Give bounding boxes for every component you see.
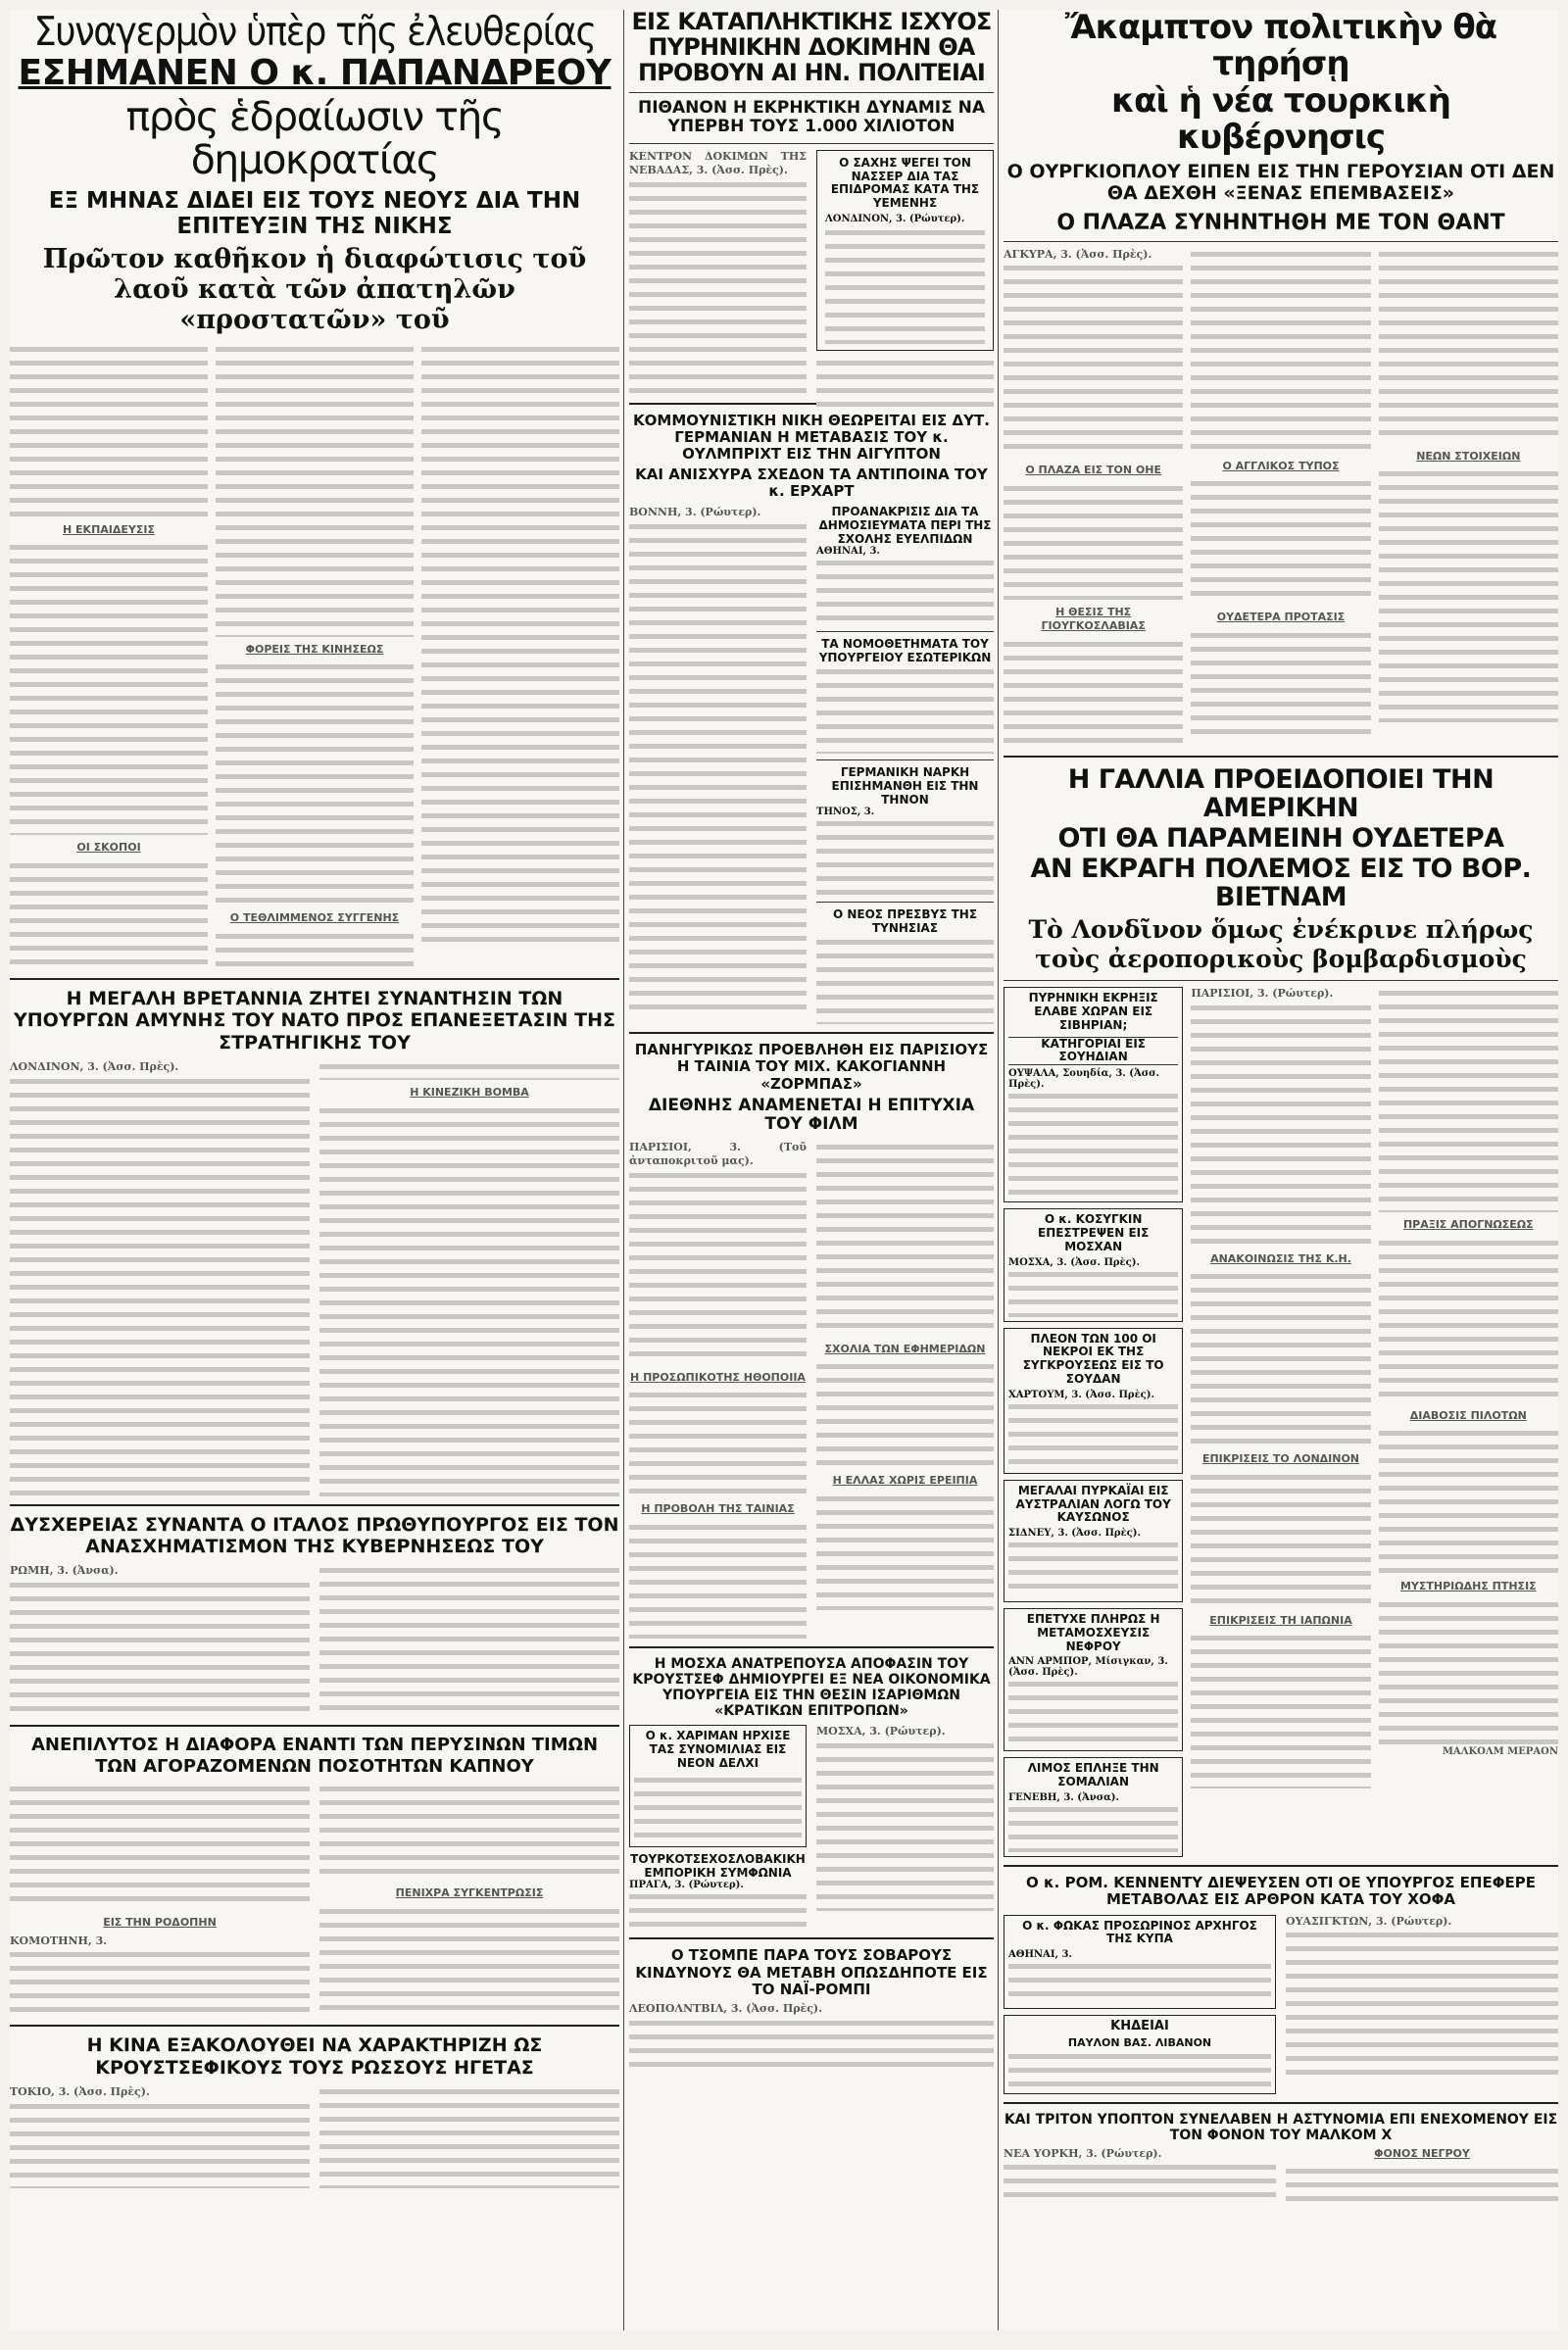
- text-column: [629, 506, 807, 1024]
- headline-france-3: ΑΝ ΕΚΡΑΓΗ ΠΟΛΕΜΟΣ ΕΙΣ ΤΟ ΒΟΡ. ΒΙΕΤΝΑΜ: [1030, 854, 1532, 913]
- text-column: [10, 1783, 310, 2017]
- boxed-headline: Ο κ. ΧΑΡΙΜΑΝ ΗΡΧΙΣΕ ΤΑΣ ΣΥΝΟΜΙΛΙΑΣ ΕΙΣ ΝΕΟΝ ΔΕΛΧΙ: [645, 1729, 791, 1770]
- subheadline-turkey: Ο ΟΥΡΓΚΙΟΠΛΟΥ ΕΙΠΕΝ ΕΙΣ ΤΗΝ ΓΕΡΟΥΣΙΑΝ ΟΤΙ ΔΕΝ ΘΑ ΔΕΧΘΗ «ΞΕΝΑΣ ΕΠΕΜΒΑΣΕΙΣ»: [1006, 160, 1555, 204]
- headline-line-2: ΕΣΗΜΑΝΕΝ Ο κ. ΠΑΠΑΝΔΡΕΟΥ: [18, 53, 612, 94]
- text-block: [629, 1890, 807, 1930]
- boxed-headline: ΚΗΔΕΙΑΙ: [1110, 2019, 1169, 2034]
- intertitle: Η ΕΚΠΑΙΔΕΥΣΙΣ: [63, 522, 155, 536]
- divider: [1004, 756, 1558, 758]
- headline-moscow: Η ΜΟΣΧΑ ΑΝΑΤΡΕΠΟΥΣΑ ΑΠΟΦΑΣΙΝ ΤΟΥ ΚΡΟΥΣΤΣΕΦ ΔΗΜΙΟΥΡΓΕΙ ΕΞ ΝΕΑ ΟΙΚΟΝΟΜΙΚΑ ΥΠΟΥΡΓΕΙΑ ΕΙΣ ΤΗΝ ΘΕΣΙΝ ΙΣΑΡΙΘΜΩΝ «ΚΡΑΤΙΚΩΝ ΕΠΙΤΡΟΠΩΝ»: [632, 1655, 991, 1720]
- dateline: ΜΟΣΧΑ, 3. (Ρώυτερ).: [816, 1725, 946, 1738]
- boxed-headline: ΜΕΓΑΛΑΙ ΠΥΡΚΑΪΑΙ ΕΙΣ ΑΥΣΤΡΑΛΙΑΝ ΛΟΓΩ ΤΟΥ ΚΑΥΣΩΝΟΣ: [1015, 1483, 1171, 1525]
- divider: [629, 1032, 994, 1034]
- text-block: [1191, 477, 1370, 605]
- text-column: [319, 1783, 619, 2017]
- side-headline: ΤΟΥΡΚΟΤΣΕΧΟΣΛΟΒΑΚΙΚΗ ΕΜΠΟΡΙΚΗ ΣΥΜΦΩΝΙΑ: [630, 1851, 806, 1880]
- boxed-headline: Ο κ. ΦΩΚΑΣ ΠΡΟΣΩΡΙΝΟΣ ΑΡΧΗΓΟΣ ΤΗΣ ΚΥΠΑ: [1022, 1918, 1257, 1946]
- article-headline-china: Η ΚΙΝΑ ΕΞΑΚΟΛΟΥΘΕΙ ΝΑ ΧΑΡΑΚΤΗΡΙΖΗ ΩΣ ΚΡΟΥΣΤΣΕΦΙΚΟΥΣ ΤΟΥΣ ΡΩΣΣΟΥΣ ΗΓΕΤΑΣ: [86, 2034, 543, 2080]
- headline-malcolm-x: ΚΑΙ ΤΡΙΤΟΝ ΥΠΟΠΤΟΝ ΣΥΝΕΛΑΒΕΝ Η ΑΣΤΥΝΟΜΙΑ ΕΠΙ ΕΝΕΧΟΜΕΝΟΥ ΕΙΣ ΤΟΝ ΦΟΝΟΝ ΤΟΥ ΜΑΛΚΟΜ Χ: [1004, 2111, 1558, 2143]
- text-block: [1004, 638, 1183, 746]
- text-column: [816, 150, 994, 395]
- boxed-article-kosygin: [1004, 1208, 1183, 1321]
- text-column: [10, 1564, 310, 1717]
- text-column: [629, 1141, 807, 1639]
- text-block: [216, 343, 414, 637]
- text-block: [10, 2100, 310, 2188]
- divider: [1004, 1865, 1558, 1867]
- headline-nuclear-test: ΕΙΣ ΚΑΤΑΠΛΗΚΤΙΚΗΣ ΙΣΧΥΟΣ ΠΥΡΗΝΙΚΗΝ ΔΟΚΙΜΗΝ ΘΑ ΠΡΟΒΟΥΝ ΑΙ ΗΝ. ΠΟΛΙΤΕΙΑΙ: [631, 10, 992, 86]
- intertitle: ΕΙΣ ΤΗΝ ΡΟΔΟΠΗΝ: [103, 1916, 217, 1930]
- article-ulbricht-body: [629, 506, 994, 1024]
- headline-france-2: ΟΤΙ ΘΑ ΠΑΡΑΜΕΙΝΗ ΟΥΔΕΤΕΡΑ: [1057, 823, 1504, 855]
- text-block: [816, 817, 994, 896]
- headline-line-3: πρὸς ἑδραίωσιν τῆς δημοκρατίας: [125, 93, 504, 184]
- boxed-article-kidney: [1004, 1608, 1183, 1751]
- dateline: ΤΟΚΙΟ, 3. (Ἀσσ. Πρὲς).: [10, 2085, 150, 2098]
- dateline: ΚΕΝΤΡΟΝ ΔΟΚΙΜΩΝ ΤΗΣ ΝΕΒΑΔΑΣ, 3. (Ἀσσ. Πρὲς).: [629, 149, 807, 177]
- text-block: [1008, 1268, 1178, 1317]
- side-headline: ΠΡΟΑΝΑΚΡΙΣΙΣ ΔΙΑ ΤΑ ΔΗΜΟΣΙΕΥΜΑΤΑ ΠΕΡΙ ΤΗΣ ΣΧΟΛΗΣ ΕΥΕΛΠΙΔΩΝ: [818, 505, 992, 546]
- dateline: ΧΑΡΤΟΥΜ, 3. (Ἀσσ. Πρὲς).: [1008, 1389, 1154, 1400]
- text-block: [1379, 467, 1558, 722]
- intertitle: ΟΥΔΕΤΕΡΑ ΠΡΟΤΑΣΙΣ: [1216, 611, 1346, 624]
- text-block: [816, 1493, 994, 1610]
- text-column: [216, 343, 414, 970]
- text-block: [1191, 1471, 1370, 1608]
- text-block: [1008, 1400, 1178, 1469]
- text-block: [1379, 1598, 1558, 1745]
- intertitle: Η ΕΛΛΑΣ ΧΩΡΙΣ ΕΡΕΙΠΙΑ: [832, 1474, 978, 1488]
- dateline: ΒΟΝΝΗ, 3. (Ρώυτερ).: [629, 506, 761, 519]
- text-block: [816, 936, 994, 1024]
- text-block: [1379, 248, 1558, 444]
- headline-ulbricht: ΚΟΜΜΟΥΝΙΣΤΙΚΗ ΝΙΚΗ ΘΕΩΡΕΙΤΑΙ ΕΙΣ ΔΥΤ. ΓΕΡΜΑΝΙΑΝ Η ΜΕΤΑΒΑΣΙΣ ΤΟΥ κ. ΟΥΛΜΠΡΙΧΤ ΕΙΣ ΤΗΝ ΑΙΓΥΠΤΟΝ: [633, 411, 990, 464]
- dateline: ΜΟΣΧΑ, 3. (Ἀσσ. Πρὲς).: [1008, 1256, 1140, 1268]
- headline-ulbricht-2: ΚΑΙ ΑΝΙΣΧΥΡΑ ΣΧΕΔΟΝ ΤΑ ΑΝΤΙΠΟΙΝΑ ΤΟΥ κ. ΕΡΧΑΡΤ: [635, 465, 988, 500]
- text-block: [629, 1169, 807, 1365]
- divider: [1004, 980, 1558, 981]
- article-nato-body: [10, 1060, 619, 1496]
- intertitle: ΑΝΑΚΟΙΝΩΣΙΣ ΤΗΣ Κ.Η.: [1210, 1251, 1351, 1265]
- text-block: [1191, 248, 1370, 454]
- article-france-body: [1004, 987, 1558, 1857]
- text-column: [10, 343, 208, 970]
- text-column: [1004, 248, 1183, 748]
- text-column: [629, 150, 807, 395]
- subheadline-london-1: Τὸ Λονδῖνον ὅμως ἐνέκρινε πλήρως: [1028, 914, 1534, 944]
- dateline: ΛΟΝΔΙΝΟΝ, 3. (Ἀσσ. Πρὲς).: [10, 1060, 179, 1074]
- divider: [10, 2025, 619, 2027]
- boxed-article-somalia: [1004, 1757, 1183, 1857]
- text-block: [10, 1948, 310, 2017]
- boxed-subheadline: ΚΑΤΗΓΟΡΙΑΙ ΕΙΣ ΣΟΥΗΔΙΑΝ: [1008, 1037, 1178, 1066]
- dateline: ΝΕΑ ΥΟΡΚΗ, 3. (Ρώυτερ).: [1004, 2146, 1162, 2160]
- boxed-headline: ΛΙΜΟΣ ΕΠΛΗΞΕ ΤΗΝ ΣΟΜΑΛΙΑΝ: [1027, 1761, 1159, 1789]
- funeral-name: ΠΑΥΛΟΝ ΒΑΣ. ΛΙΒΑΝΟΝ: [1067, 2036, 1212, 2050]
- text-column: [1286, 2147, 1558, 2203]
- text-column: [1379, 987, 1558, 1857]
- text-column: [1379, 248, 1558, 748]
- text-column: [1004, 987, 1183, 1857]
- divider: [10, 1504, 619, 1506]
- boxed-headline: Ο ΣΑΧΗΣ ΨΕΓΕΙ ΤΟΝ ΝΑΣΣΕΡ ΔΙΑ ΤΑΣ ΕΠΙΔΡΟΜΑΣ ΚΑΤΑ ΤΗΣ ΥΕΜΕΝΗΣ: [830, 155, 980, 211]
- text-block: [10, 1075, 310, 1496]
- divider: [10, 1725, 619, 1727]
- dateline: ΑΘΗΝΑΙ, 3.: [1008, 1949, 1072, 1961]
- intertitle: Η ΠΡΟΣΩΠΙΚΟΤΗΣ ΗΘΟΠΟΙΙΑ: [630, 1370, 806, 1384]
- intertitle: Η ΚΙΝΕΖΙΚΗ ΒΟΜΒΑ: [410, 1086, 529, 1100]
- headline-kennedy: Ο κ. ΡΟΜ. ΚΕΝΝΕΝΤΥ ΔΙΕΨΕΥΣΕΝ ΟΤΙ ΟΕ ΥΠΟΥΡΓΟΣ ΕΠΕΦΕΡΕ ΜΕΤΑΒΟΛΑΣ ΕΙΣ ΑΡΘΡΟΝ ΚΑΤΑ ΤΟΥ ΧΟΦΑ: [1026, 1874, 1536, 1909]
- article-headline-nato: Η ΜΕΓΑΛΗ ΒΡΕΤΑΝΝΙΑ ΖΗΤΕΙ ΣΥΝΑΝΤΗΣΙΝ ΤΩΝ ΥΠΟΥΡΓΩΝ ΑΜΥΝΗΣ ΤΟΥ ΝΑΤΟ ΠΡΟΣ ΕΠΑΝΕΞΕΤΑΣΙΝ ΤΗΣ ΣΤΡΑΤΗΓΙΚΗΣ ΤΟΥ: [14, 987, 615, 1054]
- side-headline: ΓΕΡΜΑΝΙΚΗ ΝΑΡΚΗ ΕΠΙΣΗΜΑΝΘΗ ΕΙΣ ΤΗΝ ΤΗΝΟΝ: [831, 765, 979, 807]
- side-headline: ΤΑ ΝΟΜΟΘΕΤΗΜΑΤΑ ΤΟΥ ΥΠΟΥΡΓΕΙΟΥ ΕΣΩΤΕΡΙΚΩΝ: [818, 637, 992, 665]
- text-block: [10, 343, 208, 517]
- article-china-body: [10, 2085, 619, 2188]
- intertitle: ΔΙΑΒΟΣΙΣ ΠΙΛΟΤΩΝ: [1409, 1408, 1527, 1422]
- text-block: [1191, 1632, 1370, 1788]
- text-block: [1008, 1960, 1271, 2004]
- text-block: [825, 226, 985, 344]
- headline-turkey-1: Ἄκαμπτον πολιτικὴν θὰ τηρήσῃ: [1064, 10, 1497, 83]
- text-block: [216, 930, 414, 969]
- text-block: [1004, 262, 1183, 458]
- headline-tshombe: Ο ΤΣΟΜΠΕ ΠΑΡΑ ΤΟΥΣ ΣΟΒΑΡΟΥΣ ΚΙΝΔΥΝΟΥΣ ΘΑ ΜΕΤΑΒΗ ΟΠΩΣΔΗΠΟΤΕ ΕΙΣ ΤΟ ΝΑΪ-ΡΟΜΠΙ: [635, 1946, 988, 1998]
- text-block: [10, 1579, 310, 1716]
- article-moscow-body: [629, 1725, 994, 1930]
- intertitle: ΦΟΡΕΙΣ ΤΗΣ ΚΙΝΗΣΕΩΣ: [245, 642, 384, 656]
- text-block: [10, 1783, 310, 1910]
- text-block: [1008, 1090, 1178, 1198]
- text-block: [629, 2017, 994, 2076]
- headline-line-1: Συναγερμὸν ὑπὲρ τῆς ἐλευθερίας: [33, 10, 596, 55]
- text-block: [1008, 1803, 1178, 1852]
- intertitle: Ο ΠΛΑΖΑ ΕΙΣ ΤΟΝ ΟΗΕ: [1025, 464, 1161, 477]
- divider: [629, 1937, 994, 1939]
- text-block: [10, 859, 208, 967]
- intertitle: Ο ΑΓΓΛΙΚΟΣ ΤΥΠΟΣ: [1222, 459, 1340, 472]
- intertitle: ΟΙ ΣΚΟΠΟΙ: [76, 841, 141, 855]
- dateline: ΠΑΡΙΣΙΟΙ, 3. (Ρώυτερ).: [1191, 987, 1334, 1001]
- text-block: [319, 1783, 619, 1881]
- text-block: [10, 541, 208, 835]
- divider: [629, 92, 994, 93]
- subheadline: ΕΞ ΜΗΝΑΣ ΔΙΔΕΙ ΕΙΣ ΤΟΥΣ ΝΕΟΥΣ ΔΙΑ ΤΗΝ ΕΠΙΤΕΥΞΙΝ ΤΗΣ ΝΙΚΗΣ: [48, 187, 581, 240]
- left-column: [10, 10, 619, 2330]
- text-column: [421, 343, 619, 970]
- boxed-article-harriman: [629, 1725, 807, 1846]
- text-column: [629, 1725, 807, 1930]
- boxed-headline: ΕΠΕΤΥΧΕ ΠΛΗΡΩΣ Η ΜΕΤΑΜΟΣΧΕΥΣΙΣ ΝΕΦΡΟΥ: [1026, 1612, 1160, 1653]
- dateline: ΓΕΝΕΒΗ, 3. (Ἀνσα).: [1008, 1792, 1119, 1804]
- intertitle: ΦΟΝΟΣ ΝΕΓΡΟΥ: [1374, 2146, 1470, 2160]
- text-column: [1004, 1915, 1276, 2094]
- text-block: [816, 1360, 994, 1468]
- dateline: ΠΑΡΙΣΙΟΙ, 3. (Τοῦ ἀνταποκριτοῦ μας).: [629, 1140, 807, 1168]
- text-block: [319, 1060, 619, 1080]
- intertitle: Ο ΤΕΘΛΙΜΜΕΝΟΣ ΣΥΓΓΕΝΗΣ: [229, 911, 400, 925]
- column-rule: [998, 10, 999, 2330]
- text-block: [1008, 1678, 1178, 1746]
- intertitle: ΜΥΣΤΗΡΙΩΔΗΣ ΠΤΗΣΙΣ: [1399, 1580, 1537, 1593]
- text-block: [816, 1739, 994, 1911]
- divider: [816, 631, 994, 632]
- text-block: [319, 1104, 619, 1496]
- article-tshombe-body: [629, 2002, 994, 2076]
- boxed-headline: ΠΛΕΟΝ ΤΩΝ 100 ΟΙ ΝΕΚΡΟΙ ΕΚ ΤΗΣ ΣΥΓΚΡΟΥΣΕΩΣ ΕΙΣ ΤΟ ΣΟΥΔΑΝ: [1022, 1331, 1164, 1386]
- text-block: [1286, 1929, 1558, 2076]
- text-block: [1379, 987, 1558, 1212]
- boxed-headline: Ο κ. ΚΟΣΥΓΚΙΝ ΕΠΕΣΤΡΕΨΕΝ ΕΙΣ ΜΟΣΧΑΝ: [1038, 1212, 1150, 1253]
- side-headline: Ο ΝΕΟΣ ΠΡΕΣΒΥΣ ΤΗΣ ΤΥΝΗΣΙΑΣ: [832, 907, 978, 936]
- text-column: [1191, 248, 1370, 748]
- boxed-article-siberia: [1004, 987, 1183, 1202]
- subheadline-nuclear: ΠΙΘΑΝΟΝ Η ΕΚΡΗΚΤΙΚΗ ΔΥΝΑΜΙΣ ΝΑ ΥΠΕΡΒΗ ΤΟΥΣ 1.000 ΧΙΛΙΟΤΟΝ: [637, 97, 986, 137]
- text-block: [629, 178, 807, 394]
- dateline: ΑΝΝ ΑΡΜΠΟΡ, Μίσιγκαν, 3. (Ἀσσ. Πρὲς).: [1008, 1656, 1168, 1679]
- headline-france-1: Η ΓΑΛΛΙΑ ΠΡΟΕΙΔΟΠΟΙΕΙ ΤΗΝ ΑΜΕΡΙΚΗΝ: [1067, 763, 1494, 824]
- dateline: ΑΓΚΥΡΑ, 3. (Ἀσσ. Πρὲς).: [1004, 247, 1152, 261]
- dateline: ΣΙΔΝΕΥ, 3. (Ἀσσ. Πρὲς).: [1008, 1528, 1141, 1540]
- text-block: [1379, 1427, 1558, 1574]
- subheadline-london-2: τοὺς ἀεροπορικοὺς βομβαρδισμοὺς: [1035, 945, 1527, 974]
- intertitle: Η ΘΕΣΙΣ ΤΗΣ ΓΙΟΥΓΚΟΣΛΑΒΙΑΣ: [1041, 605, 1146, 633]
- intertitle: ΠΕΝΙΧΡΑ ΣΥΓΚΕΝΤΡΩΣΙΣ: [395, 1886, 544, 1900]
- article-tobacco-body: [10, 1783, 619, 2017]
- divider: [629, 143, 994, 144]
- text-column: [816, 506, 994, 1024]
- text-block: [1286, 2165, 1558, 2202]
- dateline: ΛΕΟΠΟΛΝΤΒΙΛ, 3. (Ἀσσ. Πρὲς).: [629, 2002, 822, 2016]
- text-column: [319, 1060, 619, 1496]
- boxed-article-australia: [1004, 1480, 1183, 1602]
- text-block: [816, 357, 994, 416]
- middle-column: [629, 10, 994, 2330]
- dateline: ΚΟΜΟΤΗΝΗ, 3.: [10, 1934, 108, 1947]
- article-headline-tobacco: ΑΝΕΠΙΛΥΤΟΣ Η ΔΙΑΦΟΡΑ ΕΝΑΝΤΙ ΤΩΝ ΠΕΡΥΣΙΝΩΝ ΤΙΜΩΝ ΤΩΝ ΑΓΟΡΑΖΟΜΕΝΩΝ ΠΟΣΟΤΗΤΩΝ ΚΑΠΝΟΥ: [30, 1735, 599, 1777]
- text-column: [10, 2085, 310, 2188]
- divider: [816, 759, 994, 760]
- text-block: [421, 343, 619, 951]
- text-column: [319, 2085, 619, 2188]
- text-block: [629, 1389, 807, 1496]
- dateline: ΟΥΨΑΛΑ, Σουηδία, 3. (Ἀσσ. Πρὲς).: [1008, 1068, 1159, 1091]
- text-block: [319, 1905, 619, 2013]
- text-block: [816, 665, 994, 754]
- divider: [1004, 2102, 1558, 2104]
- text-column: [816, 1141, 994, 1639]
- text-column: [816, 1725, 994, 1930]
- right-column: [1004, 10, 1558, 2330]
- article-malcolm-x-body: [1004, 2147, 1558, 2203]
- text-block: [1191, 629, 1370, 737]
- text-column: [319, 1564, 619, 1717]
- text-column: [1191, 987, 1370, 1857]
- lead-article-body: [10, 343, 619, 970]
- column-rule: [623, 10, 624, 2330]
- intertitle: ΕΠΙΚΡΙΣΕΙΣ ΤΗ ΙΑΠΩΝΙΑ: [1209, 1613, 1352, 1627]
- text-column: [10, 1060, 310, 1496]
- intertitle: ΠΡΑΞΙΣ ΑΠΟΓΝΩΣΕΩΣ: [1402, 1218, 1534, 1232]
- divider: [629, 1646, 994, 1648]
- article-zorba-body: [629, 1141, 994, 1639]
- text-block: [816, 557, 994, 625]
- article-turkey-body: [1004, 248, 1558, 748]
- dateline: ΑΘΗΝΑΙ, 3.: [816, 546, 880, 558]
- intertitle: ΝΕΩΝ ΣΤΟΙΧΕΙΩΝ: [1416, 449, 1521, 463]
- text-block: [319, 2085, 619, 2188]
- text-block: [629, 520, 807, 1010]
- divider: [816, 902, 994, 903]
- signature: ΜΑΛΚΟΛΜ ΜΕΡΑΟΝ: [1442, 1745, 1558, 1757]
- dateline: ΟΥΑΣΙΓΚΤΩΝ, 3. (Ρώυτερ).: [1286, 1914, 1452, 1928]
- text-block: [216, 661, 414, 906]
- text-column: [1286, 1915, 1558, 2094]
- headline-turkey-2: καὶ ἡ νέα τουρκικὴ κυβέρνησις: [1110, 81, 1451, 158]
- text-block: [629, 1521, 807, 1639]
- subheadline-plaza: Ο ΠΛΑΖΑ ΣΥΝΗΝΤΗΘΗ ΜΕ ΤΟΝ ΘΑΝΤ: [1056, 210, 1505, 235]
- boxed-article-fokas: [1004, 1915, 1276, 2010]
- dateline: ΛΟΝΔΙΝΟΝ, 3. (Ρώυτερ).: [825, 214, 965, 224]
- text-block: [1008, 2050, 1271, 2089]
- text-block: [1191, 1002, 1370, 1247]
- text-block: [816, 1141, 994, 1337]
- dateline: ΤΗΝΟΣ, 3.: [816, 807, 875, 818]
- boxed-headline: ΠΥΡΗΝΙΚΗ ΕΚΡΗΞΙΣ ΕΛΑΒΕ ΧΩΡΑΝ ΕΙΣ ΣΙΒΗΡΙΑΝ;: [1028, 991, 1158, 1032]
- subheadline-serif: Πρῶτον καθῆκον ἡ διαφώτισις τοῦ λαοῦ κατὰ τῶν ἀπατηλῶν «προστατῶν» τοῦ: [42, 243, 587, 335]
- headline-zorba: ΠΑΝΗΓΥΡΙΚΩΣ ΠΡΟΕΒΛΗΘΗ ΕΙΣ ΠΑΡΙΣΙΟΥΣ Η ΤΑΙΝΙΑ ΤΟΥ ΜΙΧ. ΚΑΚΟΓΙΑΝΝΗ «ΖΟΡΜΠΑΣ»: [634, 1041, 989, 1093]
- dateline: ΡΩΜΗ, 3. (Ἀνσα).: [10, 1564, 119, 1578]
- subheadline-zorba: ΔΙΕΘΝΗΣ ΑΝΑΜΕΝΕΤΑΙ Η ΕΠΙΤΥΧΙΑ ΤΟΥ ΦΙΛΜ: [648, 1095, 975, 1135]
- text-block: [1004, 482, 1183, 600]
- newspaper-page: [10, 10, 1558, 2330]
- divider: [1004, 241, 1558, 242]
- dateline: ΠΡΑΓΑ, 3. (Ρώυτερ).: [629, 1880, 744, 1891]
- article-headline-italy: ΔΥΣΧΕΡΕΙΑΣ ΣΥΝΑΝΤΑ Ο ΙΤΑΛΟΣ ΠΡΩΘΥΠΟΥΡΓΟΣ ΕΙΣ ΤΟΝ ΑΝΑΣΧΗΜΑΤΙΣΜΟΝ ΤΗΣ ΚΥΒΕΡΝΗΣΕΩΣ ΤΟΥ: [10, 1513, 619, 1558]
- article-nuclear-body: [629, 150, 994, 395]
- boxed-funerals: [1004, 2015, 1276, 2094]
- text-block: [1004, 2161, 1276, 2200]
- text-block: [1379, 1237, 1558, 1403]
- text-block: [634, 1774, 802, 1842]
- article-italy-body: [10, 1564, 619, 1717]
- boxed-article-sudan: [1004, 1328, 1183, 1474]
- intertitle: ΕΠΙΚΡΙΣΕΙΣ ΤΟ ΛΟΝΔΙΝΟΝ: [1201, 1452, 1360, 1466]
- divider: [10, 978, 619, 980]
- text-block: [1191, 1270, 1370, 1446]
- intertitle: ΣΧΟΛΙΑ ΤΩΝ ΕΦΗΜΕΡΙΔΩΝ: [824, 1342, 986, 1355]
- text-block: [319, 1564, 619, 1717]
- text-column: [1004, 2147, 1276, 2203]
- intertitle: Η ΠΡΟΒΟΛΗ ΤΗΣ ΤΑΙΝΙΑΣ: [641, 1502, 795, 1516]
- boxed-article-shah: [816, 150, 994, 351]
- text-block: [1008, 1539, 1178, 1597]
- article-kennedy-body: [1004, 1915, 1558, 2094]
